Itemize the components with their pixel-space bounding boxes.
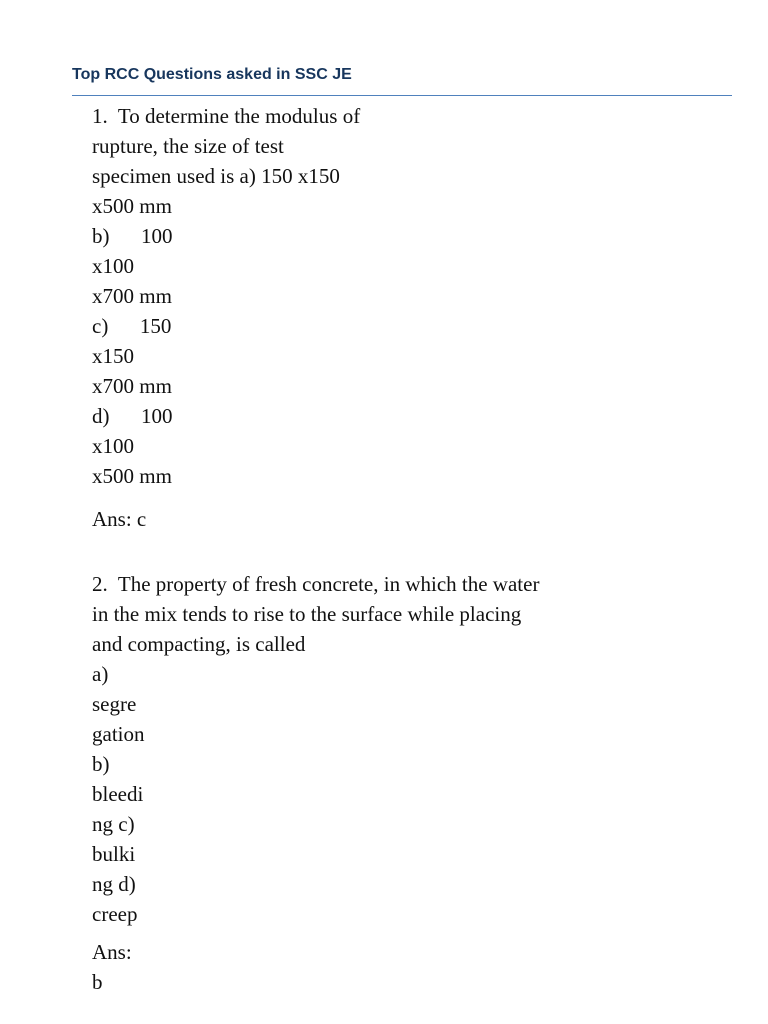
question-2-line: bulki (92, 842, 136, 866)
answer-1-text: Ans: c (92, 507, 147, 531)
question-1-line: x100 (92, 254, 134, 278)
question-1-line: c) 150 (92, 314, 172, 338)
question-1-line: x500 mm (92, 464, 172, 488)
question-1-line: x500 mm (92, 194, 172, 218)
question-2-line: gation (92, 722, 145, 746)
question-2-line: a) (92, 662, 109, 686)
question-2-line: bleedi (92, 782, 144, 806)
answer-1 (92, 504, 652, 534)
header-divider (72, 95, 732, 96)
question-1-line: b) 100 (92, 224, 173, 248)
question-1-line: x100 (92, 434, 134, 458)
question-2-line: ng d) (92, 872, 136, 896)
question-2-line: and compacting, is called (92, 632, 306, 656)
question-1-line: x700 mm (92, 284, 172, 308)
document-header (72, 64, 732, 96)
page-title: Top RCC Questions asked in SSC JE (72, 66, 352, 83)
question-2-line: creep (92, 902, 138, 926)
question-1-line: d) 100 (92, 404, 173, 428)
question-1-line: specimen used is a) 150 x150 (92, 164, 340, 188)
question-1 (92, 101, 652, 491)
question-1-line: rupture, the size of test (92, 134, 284, 158)
question-1-line: 1. To determine the modulus of (92, 104, 361, 128)
question-1-line: x700 mm (92, 374, 172, 398)
question-2-line: ng c) (92, 812, 135, 836)
answer-2 (92, 937, 652, 997)
question-1-line: x150 (92, 344, 134, 368)
question-2-line: in the mix tends to rise to the surface while placing (92, 602, 522, 626)
question-2-line: segre (92, 692, 137, 716)
answer-2-line: b (92, 970, 103, 994)
question-2-line: 2. The property of fresh concrete, in which the water (92, 572, 540, 596)
question-2 (92, 569, 652, 929)
question-2-line: b) (92, 752, 110, 776)
answer-2-line: Ans: (92, 940, 132, 964)
